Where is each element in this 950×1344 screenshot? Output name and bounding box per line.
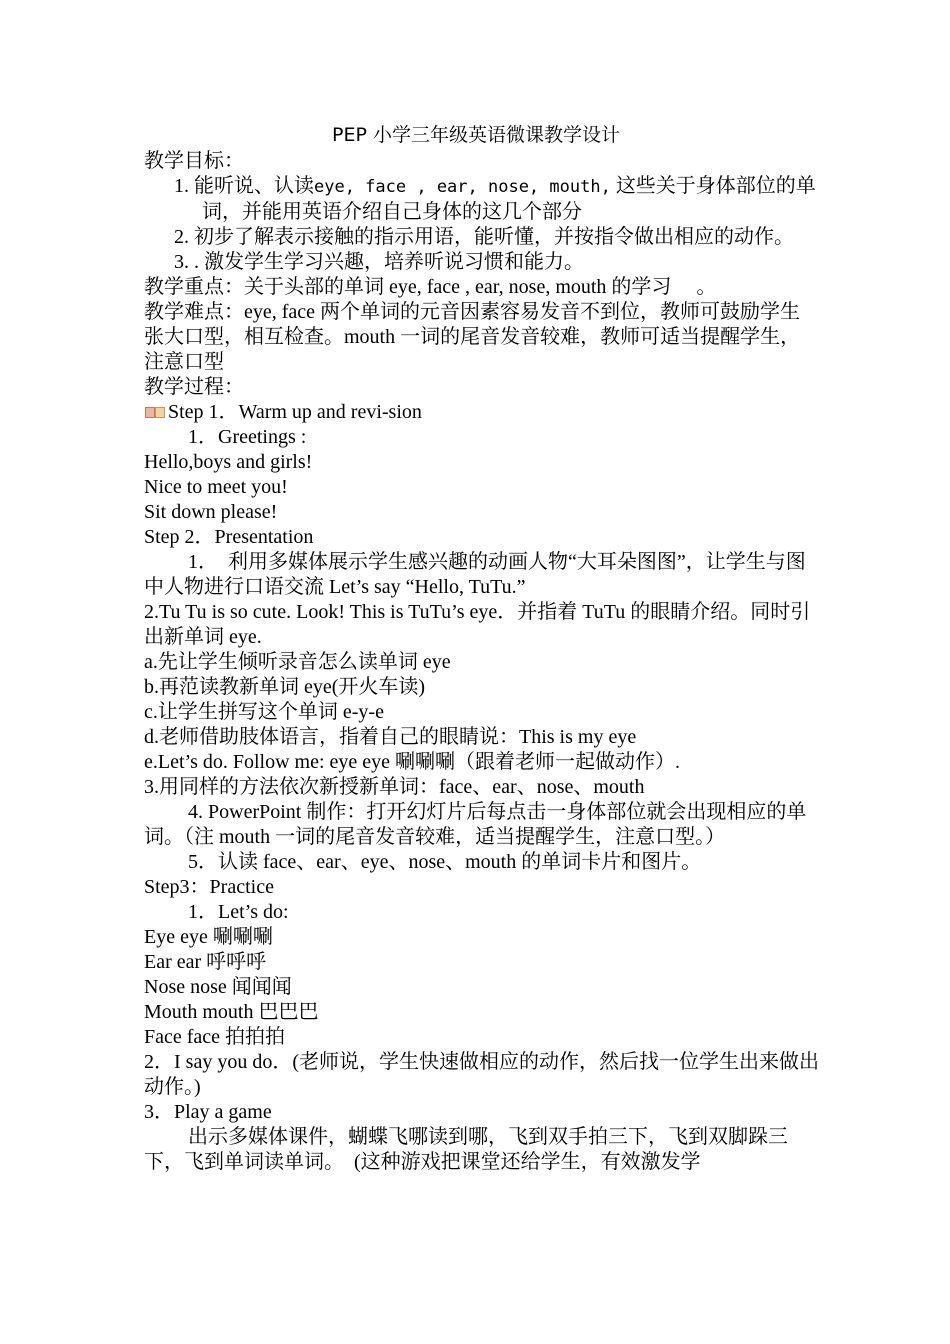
step-3-item-1: 1．Let’s do:	[188, 901, 289, 923]
greeting-3: Sit down please!	[144, 501, 278, 523]
step-3-heading: Step3：Practice	[144, 876, 274, 898]
difficulties: 教学难点：eye, face 两个单词的元音因素容易发音不到位，教师可鼓励学生张大口型，相互检查。mouth 一词的尾音发音较难，教师可适当提醒学生，注意口型	[144, 301, 801, 373]
goal-3: 3. . 激发学生学习兴趣，培养听说习惯和能力。	[174, 251, 584, 273]
process-heading: 教学过程：	[144, 376, 244, 398]
step-2-item-1: 1． 利用多媒体展示学生感兴趣的动画人物“大耳朵图图”，让学生与图中人物进行口语交流 Let’s say “Hello, TuTu.”	[144, 551, 806, 598]
step-2-heading: Step 2．Presentation	[144, 526, 314, 548]
step-2-item-c: c.让学生拼写这个单词 e-y-e	[144, 701, 384, 723]
step-2-item-3: 3.用同样的方法依次新授新单词：face、ear、nose、mouth	[144, 776, 645, 798]
game-description: 出示多媒体课件，蝴蝶飞哪读到哪，飞到双手拍三下，飞到双脚跺三下，飞到单词读单词。 (这种游戏把课堂还给学生，有效激发学	[144, 1126, 788, 1173]
step-1-heading	[144, 400, 820, 425]
goal-1	[144, 174, 820, 225]
document-title: PEP 小学三年级英语微课教学设计	[332, 124, 620, 146]
greeting-2: Nice to meet you!	[144, 476, 288, 498]
goal-2: 2. 初步了解表示接触的指示用语，能听懂，并按指令做出相应的动作。	[174, 226, 794, 248]
step-2-item-e: e.Let’s do. Follow me: eye eye 唰唰唰（跟着老师一起做动作）.	[144, 751, 681, 773]
document-page	[144, 122, 820, 1175]
goals-heading: 教学目标：	[144, 150, 244, 172]
step-2-item-a: a.先让学生倾听录音怎么读单词 eye	[144, 651, 451, 673]
chant-line-3: Nose nose 闻闻闻	[144, 976, 292, 998]
chant-line-5: Face face 拍拍拍	[144, 1026, 286, 1048]
step-1-item-1: 1．Greetings :	[188, 426, 307, 448]
step-2-item-2: 2.Tu Tu is so cute. Look! This is TuTu’s eye．并指着 TuTu 的眼睛介绍。同时引出新单词 eye.	[144, 601, 811, 648]
key-points: 教学重点：关于头部的单词 eye, face , ear, nose, mouth 的学习 。	[144, 276, 717, 298]
chant-line-4: Mouth mouth 巴巴巴	[144, 1001, 319, 1023]
chant-line-1: Eye eye 唰唰唰	[144, 926, 273, 948]
goal-1-words: eye, face , ear, nose, mouth,	[314, 177, 611, 197]
image-placeholder-icon	[144, 405, 166, 419]
goal-1-suffix: 这些关于身体部位的单词，并能用英语介绍自己身体的这几个部分	[202, 175, 816, 223]
step-3-item-3: 3．Play a game	[144, 1101, 272, 1123]
step-2-item-4: 4. PowerPoint 制作：打开幻灯片后每点击一身体部位就会出现相应的单词。（注 mouth 一词的尾音发音较难，适当提醒学生，注意口型。）	[144, 801, 807, 848]
step-2-item-b: b.再范读教新单词 eye(开火车读)	[144, 676, 426, 698]
step-1-text: Step 1．Warm up and revi-sion	[168, 401, 422, 423]
goal-1-prefix: 1. 能听说、认读	[174, 175, 314, 197]
step-2-item-5: 5．认读 face、ear、eye、nose、mouth 的单词卡片和图片。	[188, 851, 702, 873]
step-2-item-d: d.老师借助肢体语言，指着自己的眼睛说：This is my eye	[144, 726, 637, 748]
step-3-item-2: 2．I say you do．(老师说，学生快速做相应的动作，然后找一位学生出来做出动作。)	[144, 1051, 819, 1098]
greeting-1: Hello,boys and girls!	[144, 451, 313, 473]
chant-line-2: Ear ear 呼呼呼	[144, 951, 267, 973]
